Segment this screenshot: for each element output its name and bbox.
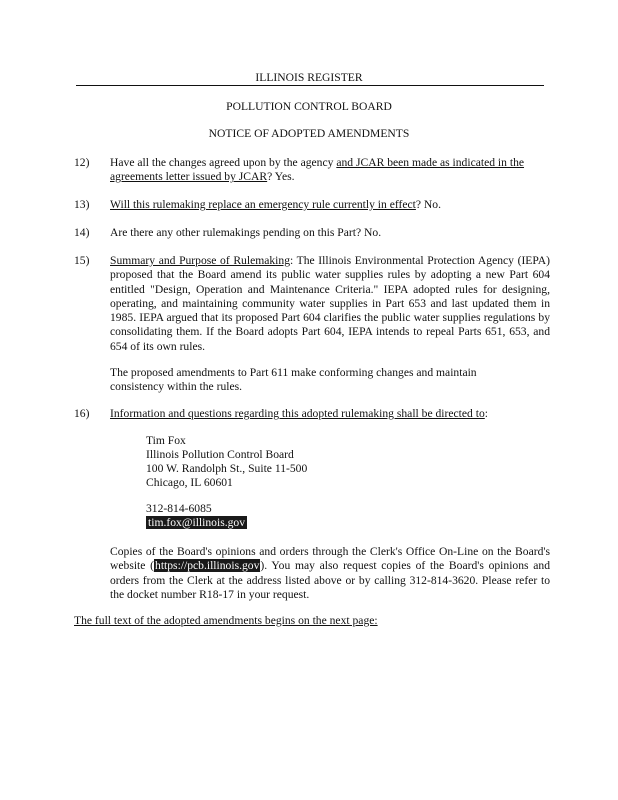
item-number-14: 14) xyxy=(74,226,90,239)
full-text-notice: The full text of the adopted amendments begins on the next page: xyxy=(74,614,378,627)
contact-phone: 312-814-6085 xyxy=(146,502,212,515)
header-rule xyxy=(76,85,544,86)
summary-heading: Summary and Purpose of Rulemaking xyxy=(110,254,290,267)
email-link[interactable]: tim.fox@illinois.gov xyxy=(148,516,245,529)
item-12-text: Have all the changes agreed upon by the agency and JCAR been made as indicated in the agreements letter issued by JCAR? Yes. xyxy=(110,156,525,184)
contact-street: 100 W. Randolph St., Suite 11-500 xyxy=(146,462,308,475)
notice-title: NOTICE OF ADOPTED AMENDMENTS xyxy=(208,127,410,140)
agency-title: POLLUTION CONTROL BOARD xyxy=(226,100,392,113)
contact-city: Chicago, IL 60601 xyxy=(146,476,233,489)
contact-org: Illinois Pollution Control Board xyxy=(146,448,294,461)
item-14-text: Are there any other rulemakings pending on this Part? No. xyxy=(110,226,382,239)
item-13-question: Will this rulemaking replace an emergency rule currently in effect xyxy=(110,198,416,211)
item-number-13: 13) xyxy=(74,198,90,211)
item-number-12: 12) xyxy=(74,156,90,169)
item-15-para1: Summary and Purpose of Rulemaking: The Illinois Environmental Protection Agency (IEPA) proposed that the Board amend its public water supplies rules by adopting a new Part 604 entitled "Design, Operation and Maintenance Criteria." IEPA adopted rules for designing, operating, and maintaining community water supplies in Part 653 and last updated them in 1985. IEPA argued that its proposed Part 604 clarifies the public water supplies regulations by consolidating them. If the Board adopts Part 604, IEPA intends to repeal Parts 651, 653, and 654 of its own rules. xyxy=(110,254,550,353)
item-13-text: Will this rulemaking replace an emergency rule currently in effect? No. xyxy=(110,198,442,211)
item-12-underlined: and JCAR been made as indicated in the agreements letter issued by JCAR xyxy=(110,156,525,184)
copies-paragraph: Copies of the Board's opinions and orders through the Clerk's Office On-Line on the Board's website (https://pcb.illinois.gov). You may also request copies of the Board's opinions and orders from the Clerk at the address listed above or by calling 312-814-3620. Please refer to the docket number R18-17 in your request. xyxy=(110,545,550,601)
register-title: ILLINOIS REGISTER xyxy=(255,71,363,84)
website-link[interactable]: https://pcb.illinois.gov xyxy=(155,559,260,573)
item-15-para2: The proposed amendments to Part 611 make conforming changes and maintain consistency within the rules. xyxy=(110,366,477,394)
item-number-16: 16) xyxy=(74,407,90,420)
contact-email[interactable] xyxy=(146,516,247,530)
contact-name: Tim Fox xyxy=(146,434,186,447)
item-16-text: Information and questions regarding this adopted rulemaking shall be directed to: xyxy=(110,407,488,420)
contact-heading: Information and questions regarding this adopted rulemaking shall be directed to xyxy=(110,407,485,420)
item-number-15: 15) xyxy=(74,254,90,267)
